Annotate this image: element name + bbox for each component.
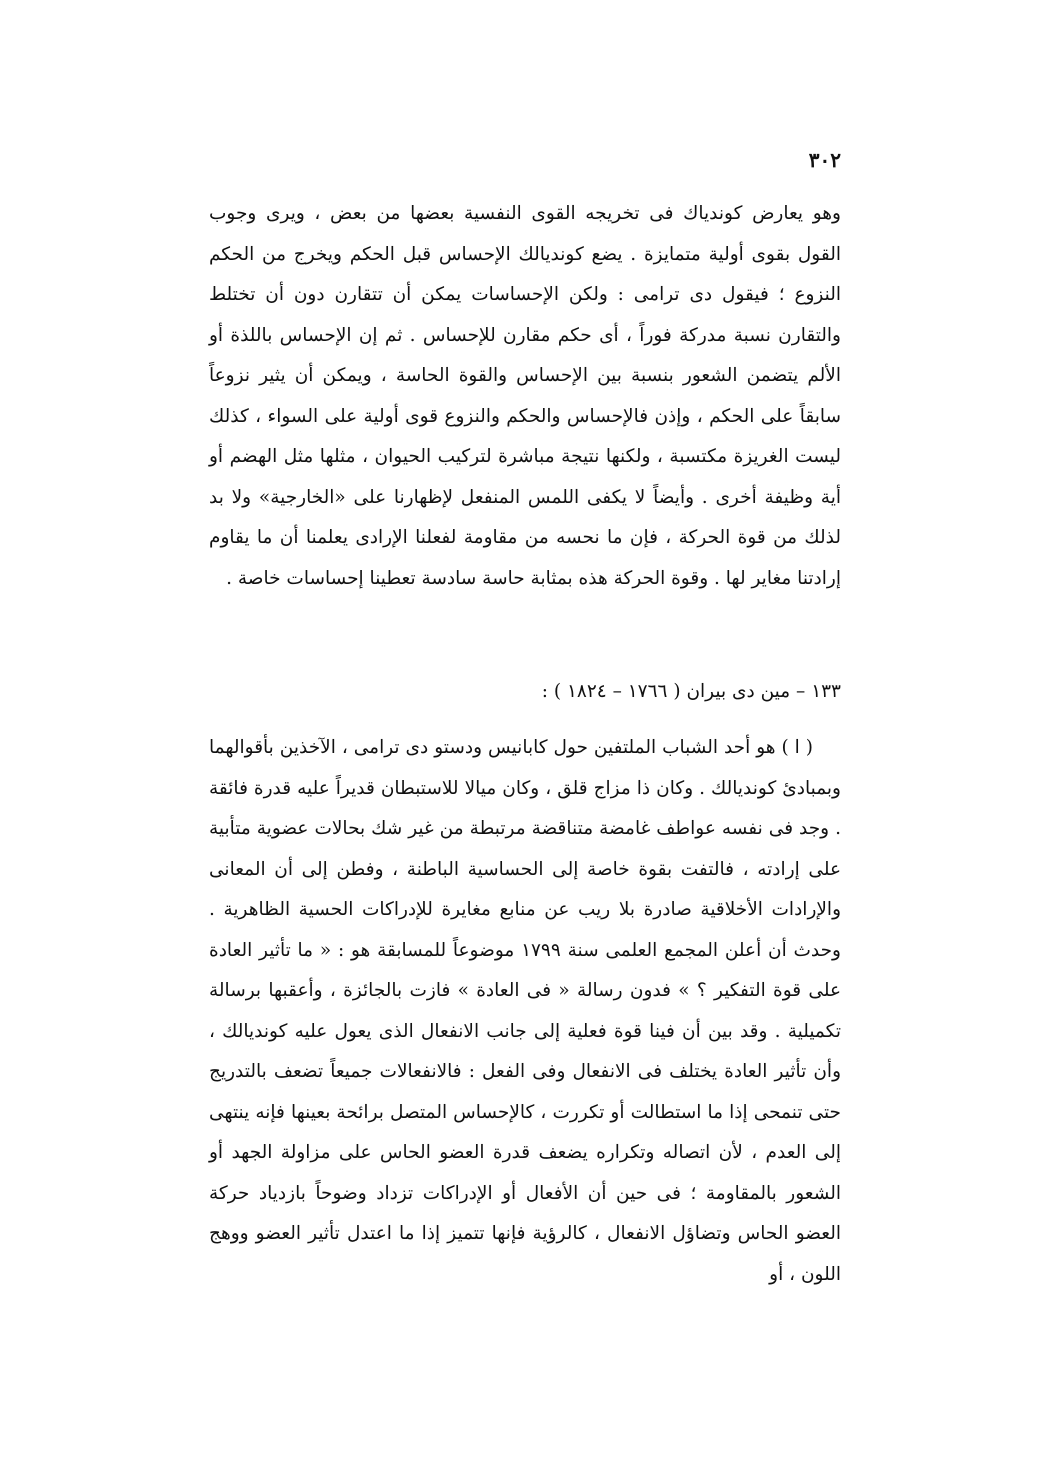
paragraph-text: وهو يعارض كوندياك فى تخريجه القوى النفسية بعضها من بعض ، ويرى وجوب القول بقوى أولية متمايزة . يضع كونديالك الإحساس قبل الحكم ويخرج من الحكم النزوع ؛ فيقول دى ترامى : ولكن الإحساسات يمكن أن تتقارن دون أن تختلط والتقارن نسبة مدركة فوراً ، أى حكم مقارن للإحساس . ثم إن الإحساس باللذة أو الألم يتضمن الشعور بنسبة بين الإحساس والقوة الحاسة ، ويمكن أن يثير نزوعاً سابقاً على الحكم ، وإذن فالإحساس والحكم والنزوع قوى أولية على السواء ، كذلك ليست الغريزة مكتسبة ، ولكنها نتيجة مباشرة لتركيب الحيوان ، مثلها مثل الهضم أو أية وظيفة أخرى . وأيضاً لا يكفى اللمس المنفعل لإظهارنا على «الخارجية» ولا بد لذلك من قوة الحركة ، فإن ما نحسه من مقاومة لفعلنا الإرادى يعلمنا أن ما يقاوم إرادتنا مغاير لها . وقوة الحركة هذه بمثابة حاسة سادسة تعطينا إحساسات خاصة .	[209, 203, 841, 589]
section-heading: ١٣٣ – مين دى بيران ( ١٧٦٦ – ١٨٢٤ ) :	[541, 681, 841, 702]
paragraph-text: ( ا ) هو أحد الشباب الملتفين حول كابانيس ودستو دى ترامى ، الآخذين بأقوالهما وبمبادئ كونديالك . وكان ذا مزاج قلق ، وكان ميالا للاستبطان قديراً عليه قدرة فائقة . وجد فى نفسه عواطف غامضة متناقضة مرتبطة من غير شك بحالات عضوية متأبية على إرادته ، فالتفت بقوة خاصة إلى الحساسية الباطنة ، وفطن إلى أن المعانى والإرادات الأخلاقية صادرة بلا ريب عن منابع مغايرة للإدراكات الحسية الظاهرية . وحدث أن أعلن المجمع العلمى سنة ١٧٩٩ موضوعاً للمسابقة هو : « ما تأثير العادة على قوة التفكير ؟ » فدون رسالة « فى العادة » فازت بالجائزة ، وأعقبها برسالة تكميلية . وقد بين أن فينا قوة فعلية إلى جانب الانفعال الذى يعول عليه كونديالك ، وأن تأثير العادة يختلف فى الانفعال وفى الفعل : فالانفعالات جميعاً تضعف بالتدريج حتى تنمحى إذا ما استطالت أو تكررت ، كالإحساس المتصل برائحة بعينها فإنه ينتهى إلى العدم ، لأن اتصاله وتكراره يضعف قدرة العضو الحاس على مزاولة الجهد أو الشعور بالمقاومة ؛ فى حين أن الأفعال أو الإدراكات تزداد وضوحاً بازدياد حركة العضو الحاس وتضاؤل الانفعال ، كالرؤية فإنها تتميز إذا ما اعتدل تأثير العضو ووهج اللون ، أو	[209, 737, 841, 1285]
page-number: ٣٠٢	[808, 148, 841, 172]
paragraph-block-1	[209, 194, 841, 599]
paragraph-block-2	[209, 728, 841, 1295]
